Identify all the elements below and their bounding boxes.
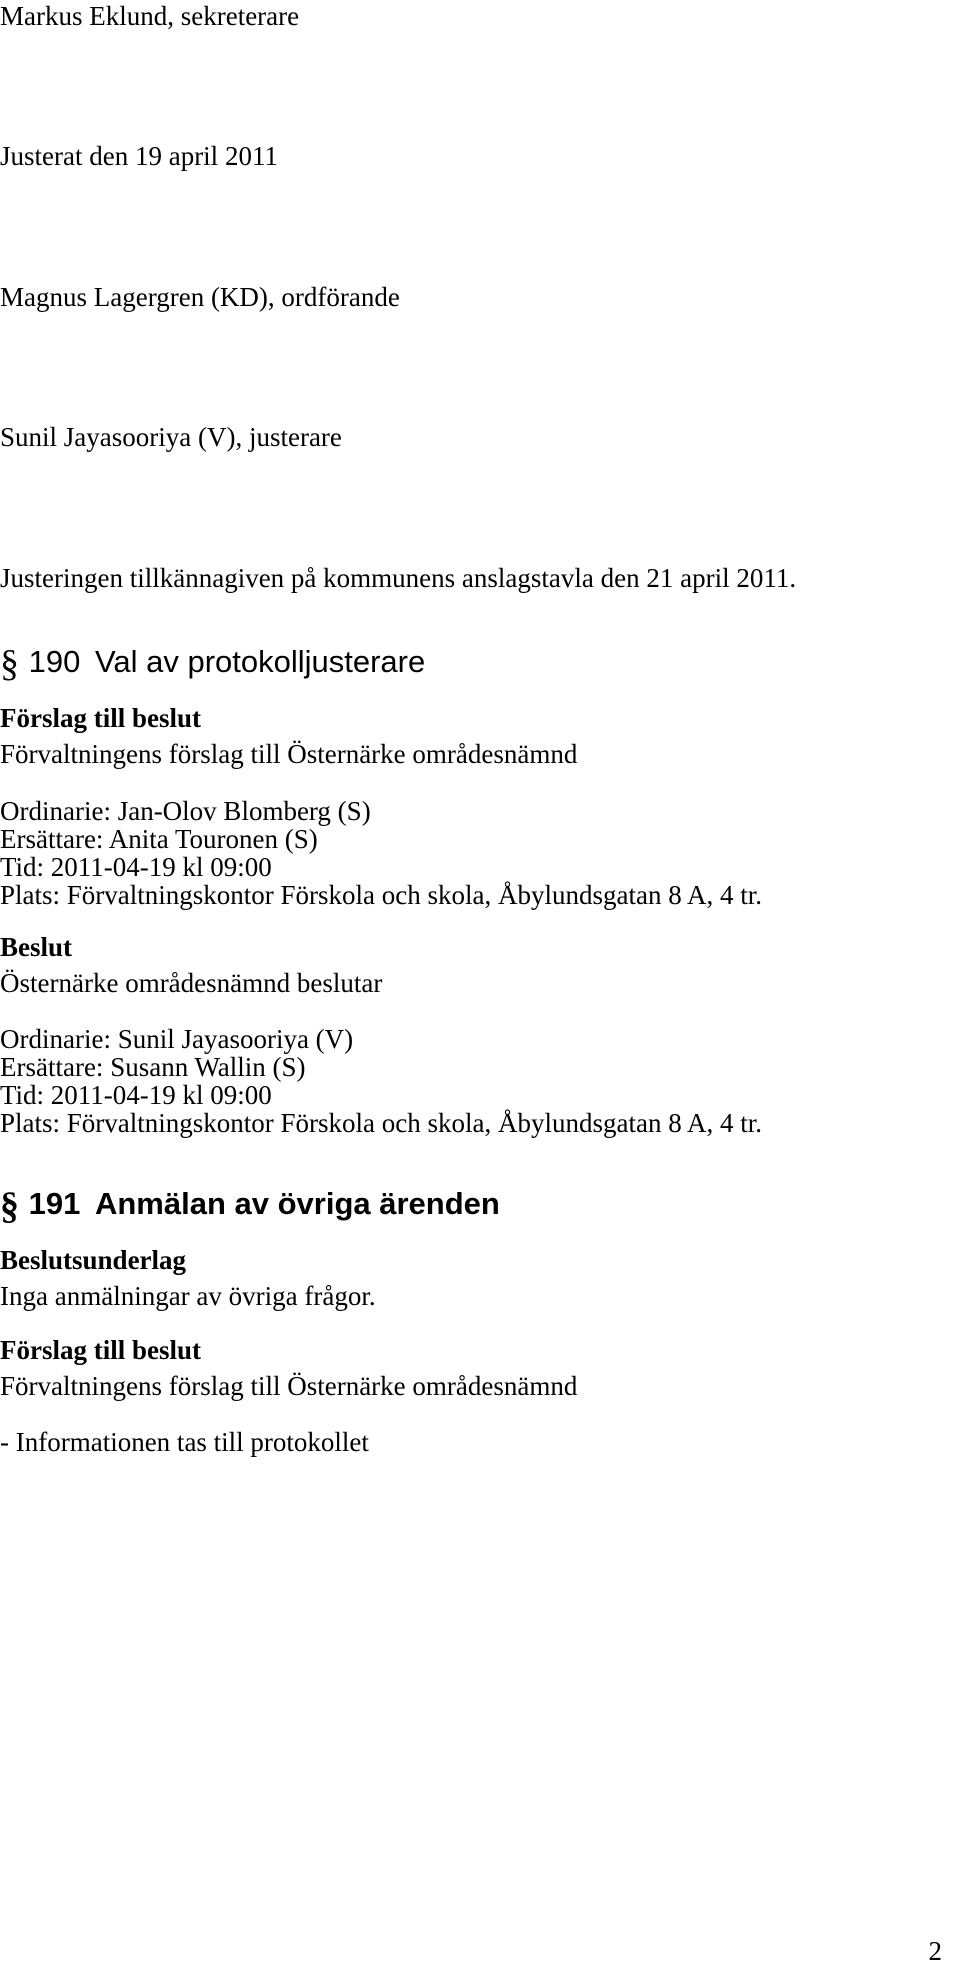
section-191-proposal-heading: Förslag till beslut	[0, 1335, 201, 1365]
section-190-proposal-intro: Förvaltningens förslag till Östernärke områdesnämnd	[0, 739, 578, 769]
adjuster-signature: Sunil Jayasooriya (V), justerare	[0, 422, 342, 452]
section-190-decision-place: Plats: Förvaltningskontor Förskola och skola, Åbylundsgatan 8 A, 4 tr.	[0, 1108, 762, 1138]
chair-signature: Magnus Lagergren (KD), ordförande	[0, 282, 400, 312]
section-190-proposal-time: Tid: 2011-04-19 kl 09:00	[0, 852, 272, 882]
section-190-proposal-substitute: Ersättare: Anita Touronen (S)	[0, 824, 318, 854]
adjusted-date: Justerat den 19 april 2011	[0, 141, 278, 171]
section-191-proposal-item: - Informationen tas till protokollet	[0, 1427, 369, 1457]
section-191-number: 191	[28, 1186, 81, 1221]
paragraph-symbol-icon: §	[0, 1185, 19, 1227]
section-190-decision-intro: Östernärke områdesnämnd beslutar	[0, 968, 383, 998]
page-number: 2	[928, 1936, 942, 1966]
section-190-number: 190	[28, 644, 81, 679]
section-190-decision-time: Tid: 2011-04-19 kl 09:00	[0, 1080, 272, 1110]
section-191-basis-heading: Beslutsunderlag	[0, 1245, 187, 1275]
section-191-title: Anmälan av övriga ärenden	[94, 1186, 500, 1221]
section-190-proposal-place: Plats: Förvaltningskontor Förskola och skola, Åbylundsgatan 8 A, 4 tr.	[0, 880, 762, 910]
section-190-proposal-ordinary: Ordinarie: Jan-Olov Blomberg (S)	[0, 796, 371, 826]
section-190-heading	[0, 642, 425, 684]
section-190-decision-heading: Beslut	[0, 932, 73, 962]
section-190-decision-substitute: Ersättare: Susann Wallin (S)	[0, 1052, 306, 1082]
section-190-decision-ordinary: Ordinarie: Sunil Jayasooriya (V)	[0, 1024, 354, 1054]
secretary-signature: Markus Eklund, sekreterare	[0, 1, 300, 31]
paragraph-symbol-icon: §	[0, 643, 19, 685]
section-191-heading	[0, 1184, 500, 1226]
section-190-title: Val av protokolljusterare	[94, 644, 426, 679]
section-191-basis-text: Inga anmälningar av övriga frågor.	[0, 1281, 376, 1311]
section-191-proposal-intro: Förvaltningens förslag till Östernärke områdesnämnd	[0, 1371, 578, 1401]
posted-notice: Justeringen tillkännagiven på kommunens anslagstavla den 21 april 2011.	[0, 563, 797, 593]
section-190-proposal-heading: Förslag till beslut	[0, 703, 201, 733]
